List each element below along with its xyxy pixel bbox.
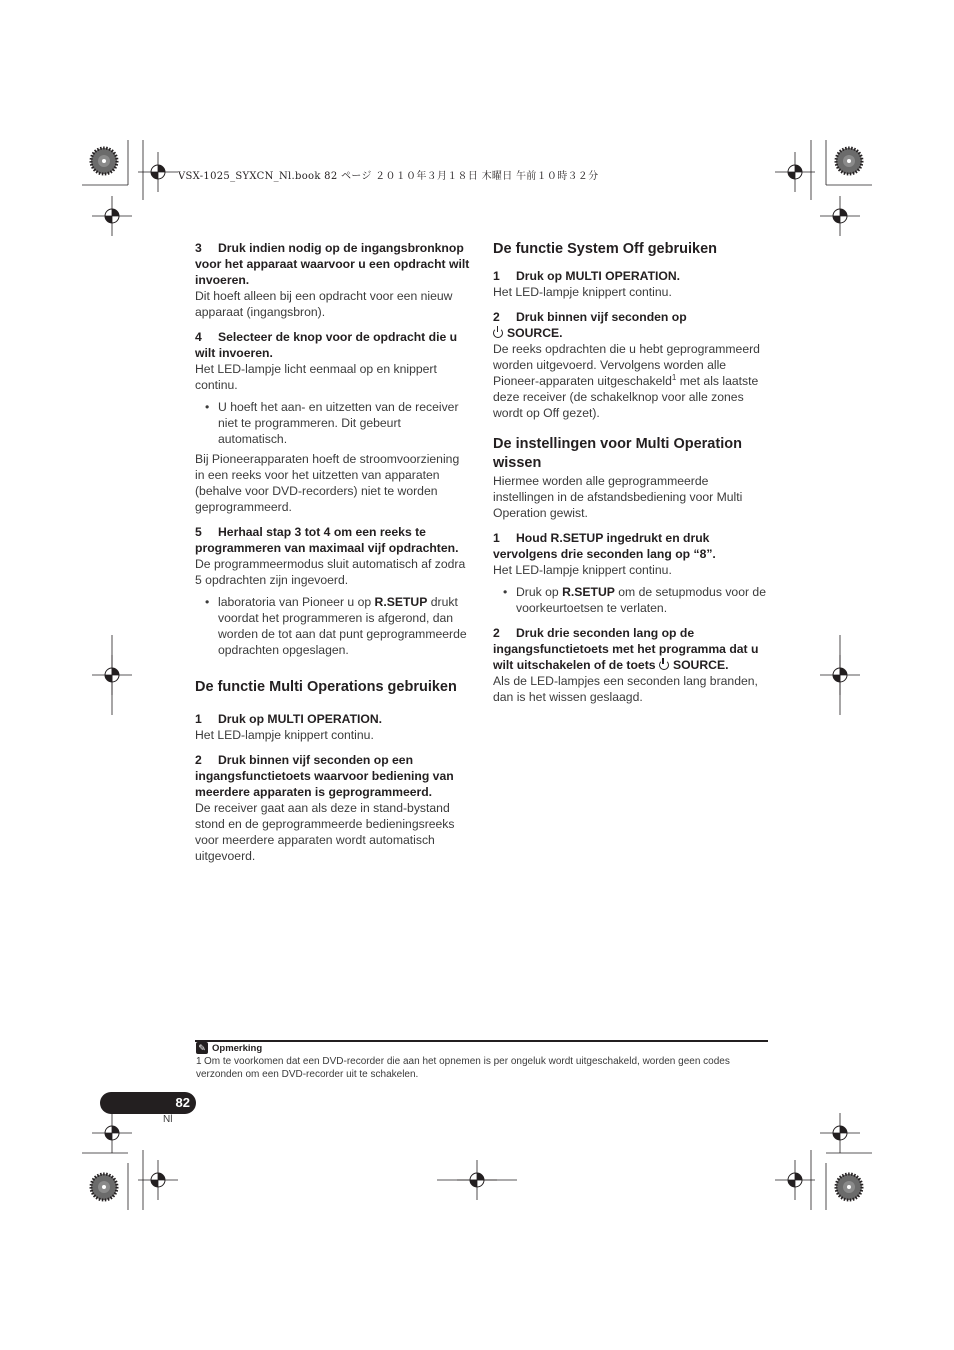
clear-step-2-title: 2 Druk drie seconden lang op de ingangsfunctietoets met het programma dat u wilt uitschakelen of de toets SOURCE. [493,626,759,672]
multi-step-2-body: De receiver gaat aan als deze in stand-bystand stond en de geprogrammeerde bedieningsreeks voor meerdere apparaten wordt automatisch uitgevoerd. [195,801,455,863]
page-number: 82 [175,1095,190,1110]
clear-step-1-bullet: • Druk op R.SETUP om de setupmodus voor de voorkeurtoetsen te verlaten. [493,584,769,616]
footnote-divider [195,1040,768,1042]
section-clear-heading: De instellingen voor Multi Operation wissen [493,436,742,471]
step-3-title: 3 Druk indien nodig op de ingangsbronknop voor het apparaat waarvoor u een opdracht wilt invoeren. [195,241,470,287]
off-step-1-title: 1 Druk op MULTI OPERATION. [493,269,681,283]
off-step-2-title: 2 Druk binnen vijf seconden op SOURCE. [493,310,687,340]
power-icon [659,660,669,670]
step-4-extra: Bij Pioneerapparaten hoeft de stroomvoorziening in een reeks voor het uitzetten van apparaten (behalve voor DVD-recorders) niet te worden geprogrammeerd. [195,452,460,514]
multi-step-2-title: 2 Druk binnen vijf seconden op een ingangsfunctietoets waarvoor bediening van meerdere apparaten is geprogrammeerd. [195,753,454,799]
page-language: Nl [163,1114,173,1125]
clear-step-1-body: Het LED-lampje knippert continu. [493,563,672,577]
multi-step-1-title: 1 Druk op MULTI OPERATION. [195,712,383,726]
section-multi-operations-heading: De functie Multi Operations gebruiken [195,679,457,695]
print-file-header: VSX-1025_SYXCN_Nl.book 82 ページ ２０１０年３月１８日 木曜日 午前１０時３２分 [178,171,599,182]
off-step-2-body: De reeks opdrachten die u hebt geprogrammeerd worden uitgevoerd. Vervolgens worden alle Pioneer-apparaten uitgeschakeld$^1$ met als laatste deze receiver (de schakelknop voor alle zones wordt op Off gezet). [493,342,760,420]
left-column [195,240,471,864]
clear-step-1-title: 1 Houd R.SETUP ingedrukt en druk vervolgens drie seconden lang op “8”. [493,531,716,561]
footnote-text: 1 Om te voorkomen dat een DVD-recorder die aan het opnemen is per ongeluk wordt uitgeschakeld, worden geen codes verzonden om een DVD-recorder uit te schakelen. [196,1056,730,1080]
note-pencil-icon: ✎ [196,1042,208,1054]
r-setup-key: R.SETUP [374,595,428,609]
power-icon [493,328,503,338]
step-4-title: 4 Selecteer de knop voor de opdracht die u wilt invoeren. [195,330,458,360]
step-4-bullet: • U hoeft het aan- en uitzetten van de receiver niet te programmeren. Dit gebeurt automatisch. [195,399,471,447]
step-5-bullet: • laboratoria van Pioneer u op R.SETUP drukt voordat het programmeren is afgerond, dan worden de tot aan dat punt geprogrammeerde opdrachten opgeslagen. [195,594,471,658]
footnote-ref: 1 [671,372,677,382]
off-step-1-body: Het LED-lampje knippert continu. [493,285,672,299]
step-3-body: Dit hoeft alleen bij een opdracht voor een nieuw apparaat (ingangsbron). [195,289,453,319]
section-system-off-heading: De functie System Off gebruiken [493,241,717,257]
clear-intro: Hiermee worden alle geprogrammeerde instellingen in de afstandsbediening voor Multi Operation gewist. [493,474,743,520]
clear-step-2-body: Als de LED-lampjes een seconden lang branden, dan is het wissen geslaagd. [493,674,758,704]
right-column [493,240,769,705]
step-4-body: Het LED-lampje licht eenmaal op en knippert continu. [195,362,437,392]
r-setup-key: R.SETUP [562,585,615,599]
step-5-title: 5 Herhaal stap 3 tot 4 om een reeks te programmeren van maximaal vijf opdrachten. [195,525,459,555]
note-heading: ✎ Opmerking [196,1042,262,1054]
step-5-body: De programmeermodus sluit automatisch af zodra 5 opdrachten zijn ingevoerd. [195,557,466,587]
multi-step-1-body: Het LED-lampje knippert continu. [195,728,374,742]
